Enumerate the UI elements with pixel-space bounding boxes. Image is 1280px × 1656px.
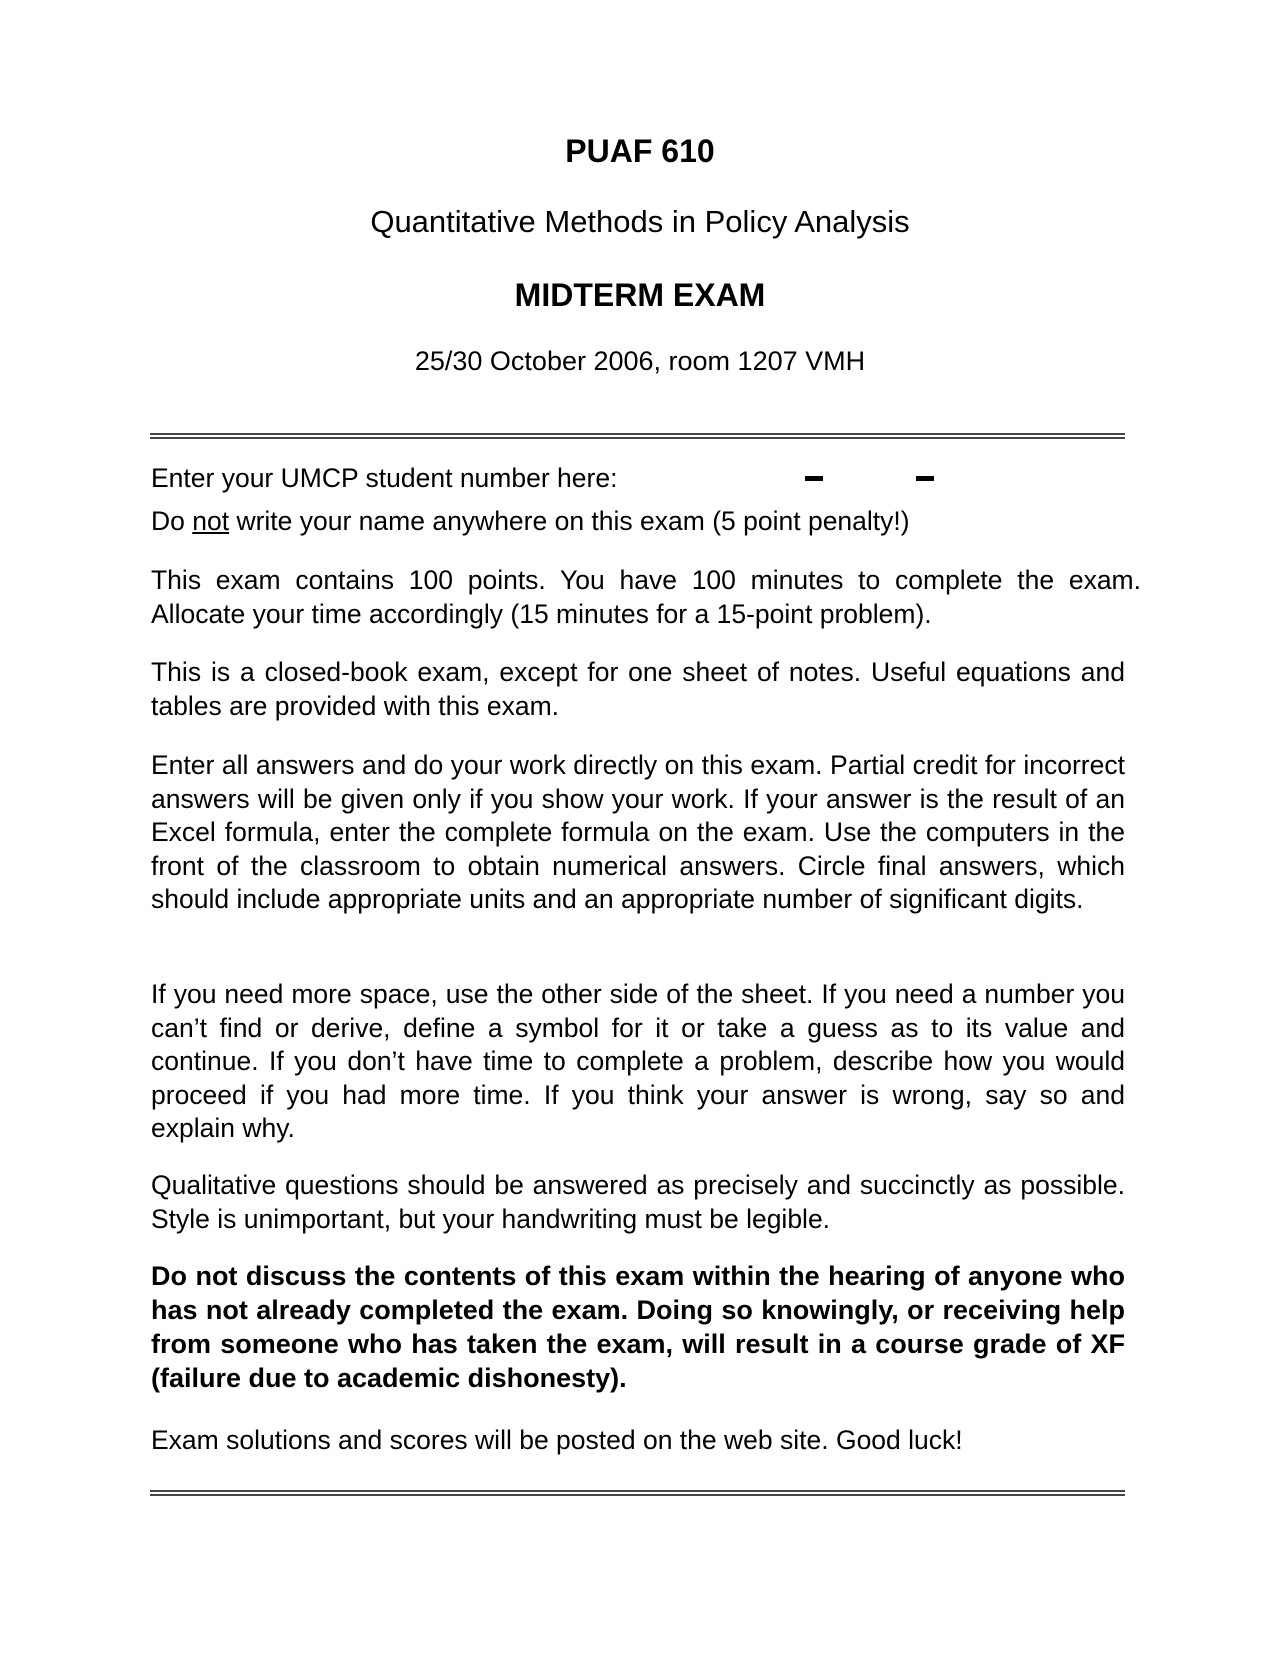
exam-title: MIDTERM EXAM	[514, 277, 766, 313]
bottom-double-rule-lower	[150, 1494, 1125, 1496]
instruction-points-time: This exam contains 100 points. You have 100 minutes to complete the exam. Allocate your time accordingly (15 minutes for a 15-point problem).	[151, 565, 1141, 629]
top-double-rule-lower	[150, 437, 1125, 439]
closing-note: Exam solutions and scores will be posted on the web site. Good luck!	[151, 1425, 963, 1455]
student-number-separator-2	[916, 476, 934, 481]
course-title: Quantitative Methods in Policy Analysis	[370, 204, 910, 239]
instruction-qualitative: Qualitative questions should be answered as precisely and succinctly as possible. Style is unimportant, but your handwriting must be legible.	[151, 1170, 1125, 1234]
top-double-rule-upper	[150, 433, 1125, 435]
bottom-double-rule-upper	[150, 1490, 1125, 1492]
student-number-separator-1	[805, 476, 823, 481]
instruction-more-space: If you need more space, use the other side of the sheet. If you need a number you can’t find or derive, define a symbol for it or take a guess as to its value and continue. If you don’t have time to complete a problem, describe how you would proceed if you had more time. If you think your answer is wrong, say so and explain why.	[151, 979, 1125, 1143]
name-warning	[151, 505, 1125, 539]
name-warning-suffix: write your name anywhere on this exam (5 point penalty!)	[229, 506, 910, 536]
instruction-answers: Enter all answers and do your work directly on this exam. Partial credit for incorrect answers will be given only if you show your work. If your answer is the result of an Excel formula, enter the complete formula on the exam. Use the computers in the front of the classroom to obtain numerical answers. Circle final answers, which should include appropriate units and an appropriate number of significant digits.	[151, 750, 1125, 914]
instruction-closed-book: This is a closed-book exam, except for one sheet of notes. Useful equations and tables are provided with this exam.	[151, 657, 1125, 721]
name-warning-prefix: Do	[151, 506, 193, 536]
student-number-prompt: Enter your UMCP student number here:	[151, 463, 618, 493]
exam-date-location: 25/30 October 2006, room 1207 VMH	[414, 346, 866, 376]
course-code: PUAF 610	[565, 133, 715, 169]
academic-honesty-warning: Do not discuss the contents of this exam within the hearing of anyone who has not already completed the exam. Doing so knowingly, or receiving help from someone who has taken the exam, will result in a course grade of XF (failure due to academic dishonesty).	[151, 1261, 1125, 1393]
name-warning-emphasis: not	[192, 506, 230, 536]
